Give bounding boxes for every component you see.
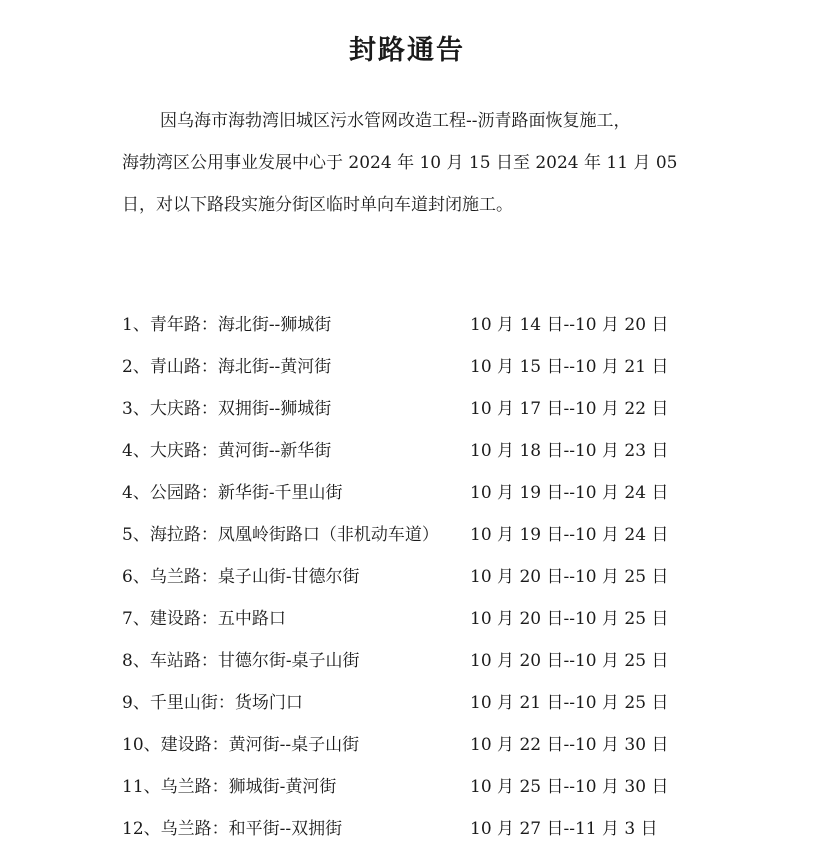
closure-row <box>0 772 814 802</box>
closure-road: 5、海拉路：凤凰岭街路口（非机动车道） <box>122 525 439 545</box>
closure-row <box>0 478 814 508</box>
closure-row <box>0 604 814 634</box>
closure-road: 10、建设路：黄河街--桌子山街 <box>122 735 360 755</box>
closure-dates: 10 月 27 日--11 月 3 日 <box>470 819 658 839</box>
closure-row <box>0 352 814 382</box>
closure-dates: 10 月 20 日--10 月 25 日 <box>470 609 669 629</box>
closure-road: 9、千里山街：货场门口 <box>122 693 303 713</box>
closure-road: 12、乌兰路：和平街--双拥街 <box>122 819 343 839</box>
closure-dates: 10 月 17 日--10 月 22 日 <box>470 399 669 419</box>
closure-road: 2、青山路：海北街--黄河街 <box>122 357 332 377</box>
closure-row <box>0 814 814 844</box>
closure-road: 4、大庆路：黄河街--新华街 <box>122 441 332 461</box>
intro-line-1: 因乌海市海勃湾旧城区污水管网改造工程--沥青路面恢复施工， <box>160 111 631 131</box>
closure-road: 8、车站路：甘德尔街-桌子山街 <box>122 651 360 671</box>
closure-dates: 10 月 21 日--10 月 25 日 <box>470 693 669 713</box>
closure-road: 11、乌兰路：狮城街-黄河街 <box>122 777 337 797</box>
closure-road: 6、乌兰路：桌子山街-甘德尔街 <box>122 567 360 587</box>
closure-dates: 10 月 14 日--10 月 20 日 <box>470 315 669 335</box>
closure-row <box>0 394 814 424</box>
closure-dates: 10 月 15 日--10 月 21 日 <box>470 357 669 377</box>
closure-row <box>0 562 814 592</box>
closure-dates: 10 月 19 日--10 月 24 日 <box>470 525 669 545</box>
closure-dates: 10 月 22 日--10 月 30 日 <box>470 735 669 755</box>
closure-row <box>0 688 814 718</box>
closure-row <box>0 436 814 466</box>
closure-road: 3、大庆路：双拥街--狮城街 <box>122 399 332 419</box>
intro-line-3: 日，对以下路段实施分街区临时单向车道封闭施工。 <box>122 195 513 215</box>
closure-row <box>0 646 814 676</box>
closure-row <box>0 520 814 550</box>
closure-dates: 10 月 20 日--10 月 25 日 <box>470 651 669 671</box>
closure-dates: 10 月 18 日--10 月 23 日 <box>470 441 669 461</box>
closure-dates: 10 月 25 日--10 月 30 日 <box>470 777 669 797</box>
closure-dates: 10 月 20 日--10 月 25 日 <box>470 567 669 587</box>
closure-road: 7、建设路：五中路口 <box>122 609 286 629</box>
page-title: 封路通告 <box>349 35 465 66</box>
closure-road: 1、青年路：海北街--狮城街 <box>122 315 332 335</box>
closure-dates: 10 月 19 日--10 月 24 日 <box>470 483 669 503</box>
closure-row <box>0 310 814 340</box>
intro-line-2: 海勃湾区公用事业发展中心于 2024 年 10 月 15 日至 2024 年 11 月 05 <box>122 153 678 173</box>
closure-road: 4、公园路：新华街-千里山街 <box>122 483 343 503</box>
closure-row <box>0 730 814 760</box>
